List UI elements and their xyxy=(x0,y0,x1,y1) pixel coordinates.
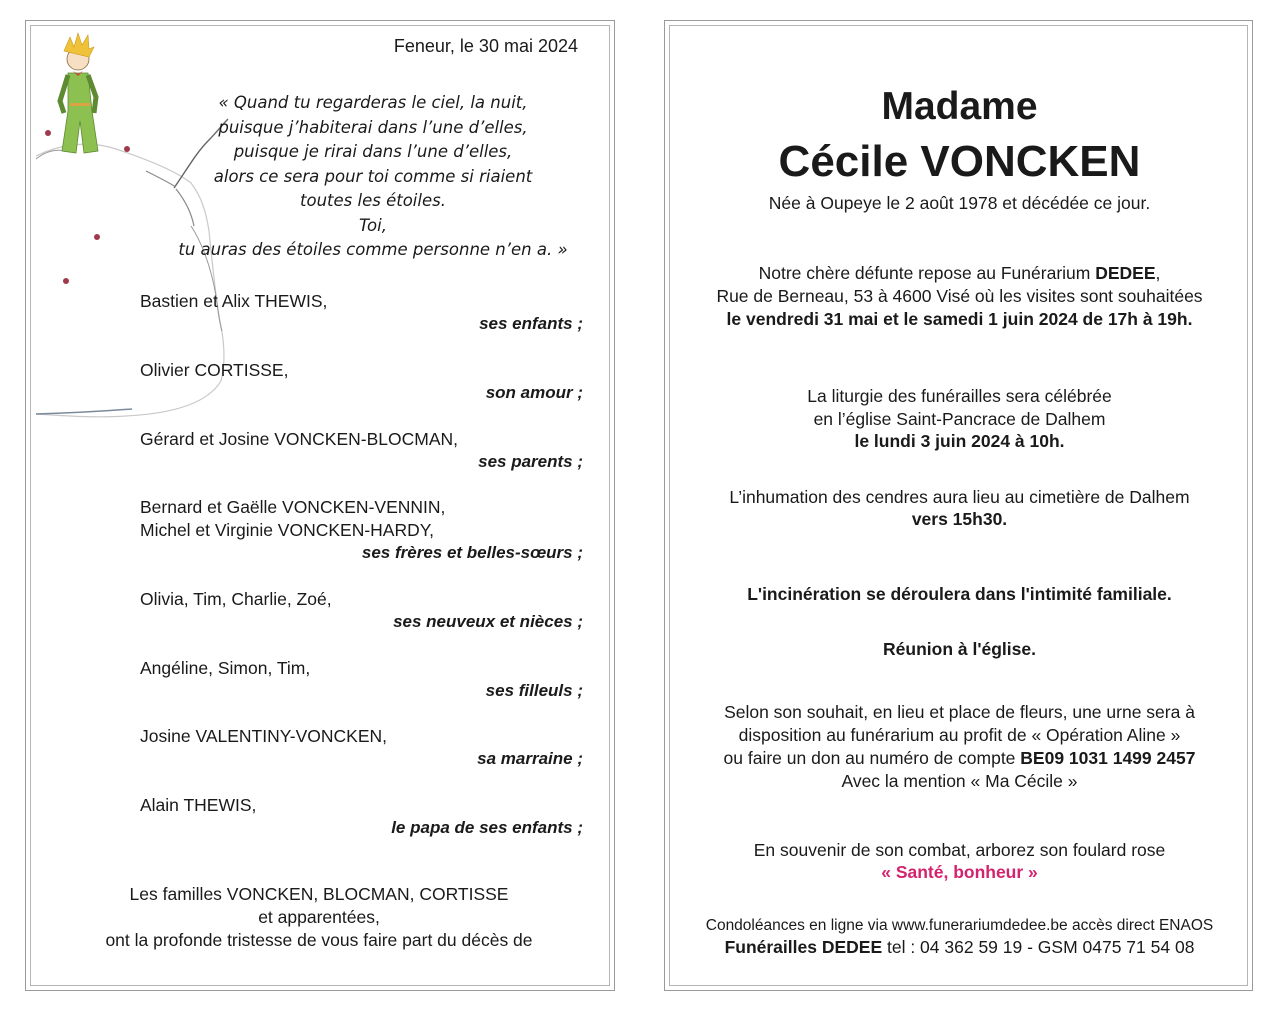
quote-line: puisque j’habiterai dans l’une d’elles, xyxy=(218,117,528,137)
donation-line-2: disposition au funérarium au profit de « Opération Aline » xyxy=(738,725,1181,745)
funerarium-name: DEDEE xyxy=(1095,263,1156,283)
closing-block xyxy=(54,883,584,952)
visit-line-2: Rue de Berneau, 53 à 4600 Visé où les visites sont souhaitées xyxy=(716,286,1203,306)
quote-line: alors ce sera pour toi comme si riaient xyxy=(213,166,533,186)
family-names: Michel et Virginie VONCKEN-HARDY, xyxy=(140,520,435,540)
family-names: Josine VALENTINY-VONCKEN, xyxy=(140,726,388,746)
family-names: Angéline, Simon, Tim, xyxy=(140,658,311,678)
souvenir-line-1: En souvenir de son combat, arborez son foulard rose xyxy=(753,840,1166,860)
visit-line-1: Notre chère défunte repose au Funérarium DEDEE, xyxy=(758,263,1161,283)
quote-line: tu auras des étoiles comme personne n’en a. » xyxy=(178,240,568,259)
family-relation: ses neuveux et nièces ; xyxy=(393,612,583,631)
family-names: Olivier CORTISSE, xyxy=(140,360,289,380)
family-relation: ses enfants ; xyxy=(479,314,583,333)
right-card xyxy=(664,20,1253,991)
quote-line: puisque je rirai dans l’une d’elles, xyxy=(233,142,513,161)
birth-line: Née à Oupeye le 2 août 1978 et décédée ce jour. xyxy=(768,193,1151,213)
family-names: Olivia, Tim, Charlie, Zoé, xyxy=(140,589,332,609)
letter-date: Feneur, le 30 mai 2024 xyxy=(393,36,578,56)
family-relation: ses filleuls ; xyxy=(485,681,583,700)
souvenir-motto: « Santé, bonheur » xyxy=(881,862,1038,882)
liturgy-line-2: en l’église Saint-Pancrace de Dalhem xyxy=(813,409,1106,429)
quote-line: Toi, xyxy=(359,215,387,235)
family-relation: le papa de ses enfants ; xyxy=(391,818,583,837)
reunion-line: Réunion à l'église. xyxy=(883,639,1036,659)
funeral-contact-line: Funérailles DEDEE tel : 04 362 59 19 - GSM 0475 71 54 08 xyxy=(724,937,1195,957)
quote-line: « Quand tu regarderas le ciel, la nuit, xyxy=(218,93,528,112)
title-madame: Madame xyxy=(881,85,1038,128)
left-card xyxy=(25,20,615,991)
incineration-line: L'incinération se déroulera dans l'intimité familiale. xyxy=(747,584,1172,604)
family-names: Alain THEWIS, xyxy=(140,795,257,815)
condolences-line: Condoléances en ligne via www.funerariumdedee.be accès direct ENAOS xyxy=(705,917,1214,934)
family-names: Bernard et Gaëlle VONCKEN-VENNIN, xyxy=(140,497,446,517)
donation-line-4: Avec la mention « Ma Cécile » xyxy=(841,771,1078,791)
bank-account: BE09 1031 1499 2457 xyxy=(1020,748,1196,768)
family-names: Bastien et Alix THEWIS, xyxy=(140,291,328,311)
family-relation: ses parents ; xyxy=(478,452,583,471)
visit-line-3: le vendredi 31 mai et le samedi 1 juin 2024 de 17h à 19h. xyxy=(726,309,1193,329)
inhumation-line-2: vers 15h30. xyxy=(911,509,1008,529)
liturgy-line-1: La liturgie des funérailles sera célébrée xyxy=(807,386,1112,406)
closing-line: et apparentées, xyxy=(258,907,380,927)
quote-line: toutes les étoiles. xyxy=(300,191,446,210)
family-relation: ses frères et belles-sœurs ; xyxy=(361,543,583,562)
family-relation: son amour ; xyxy=(485,383,583,402)
closing-line: Les familles VONCKEN, BLOCMAN, CORTISSE xyxy=(129,884,509,904)
quote-block xyxy=(146,91,600,263)
closing-line: ont la profonde tristesse de vous faire part du décès de xyxy=(105,930,533,950)
donation-line-3: ou faire un don au numéro de compte BE09 1031 1499 2457 xyxy=(723,748,1196,768)
family-names: Gérard et Josine VONCKEN-BLOCMAN, xyxy=(140,429,459,449)
deceased-name: Cécile VONCKEN xyxy=(778,137,1141,186)
liturgy-line-3: le lundi 3 juin 2024 à 10h. xyxy=(854,431,1065,451)
funeral-home-name: Funérailles DEDEE xyxy=(724,937,883,957)
family-relation: sa marraine ; xyxy=(477,749,583,768)
donation-line-1: Selon son souhait, en lieu et place de fleurs, une urne sera à xyxy=(724,702,1195,722)
inhumation-line-1: L’inhumation des cendres aura lieu au cimetière de Dalhem xyxy=(729,487,1190,507)
